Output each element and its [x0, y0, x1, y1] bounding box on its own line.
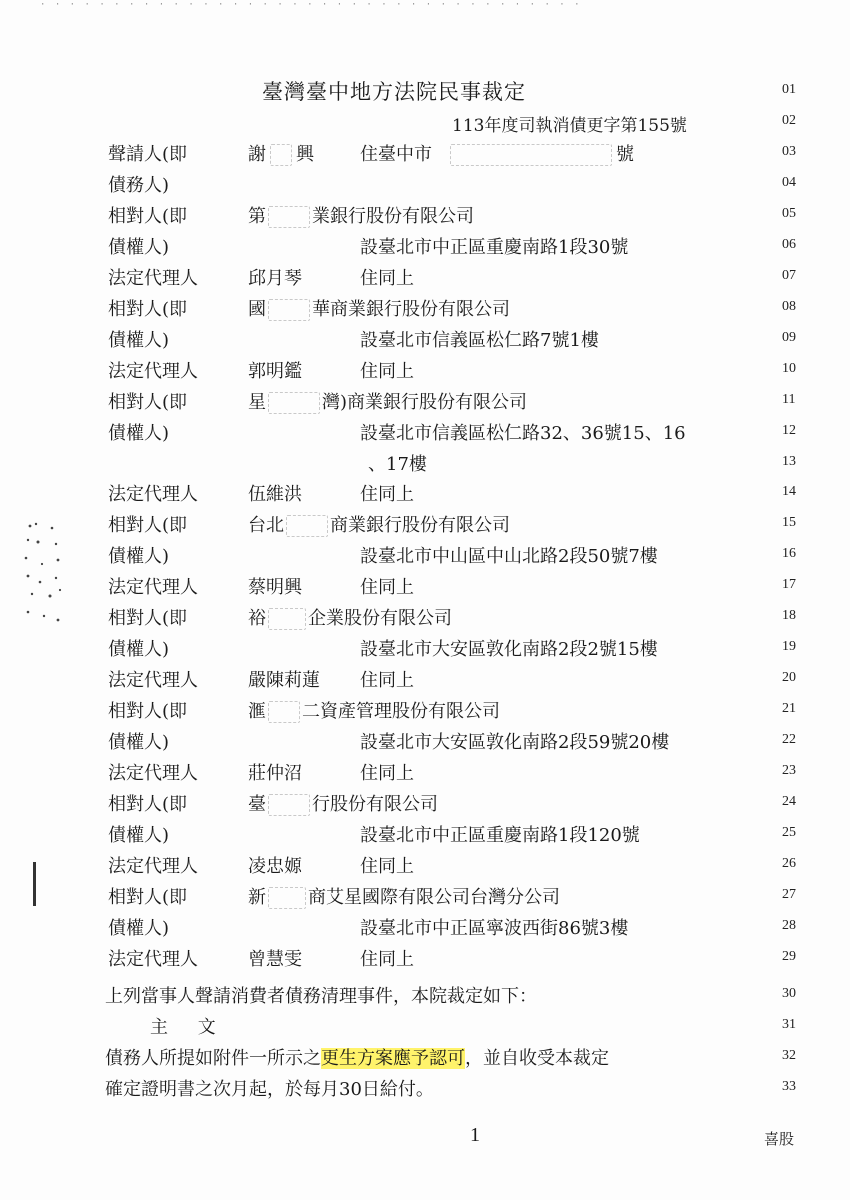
- party-name: [248, 202, 474, 228]
- party-name-tail: 商艾星國際有限公司台灣分公司: [308, 886, 560, 908]
- court-unit-label: 喜股: [764, 1130, 795, 1148]
- party-name: [248, 604, 452, 630]
- line-29: [0, 943, 850, 973]
- line-number: 22: [782, 732, 796, 748]
- line-number: 01: [782, 82, 796, 97]
- line-23: [0, 757, 850, 787]
- party-address: 住同上: [360, 670, 414, 692]
- case-number: 113年度司執消債更字第155號: [452, 116, 687, 136]
- party-role: 相對人(即: [108, 515, 188, 537]
- party-address: 設臺北市信義區松仁路32、36號15、16: [360, 422, 686, 444]
- line-03: [0, 138, 850, 168]
- party-role: 法定代理人: [108, 577, 198, 599]
- party-name: [248, 357, 302, 383]
- party-role: 法定代理人: [108, 948, 198, 970]
- party-name-head: 莊仲沼: [248, 763, 302, 784]
- party-name: [248, 295, 510, 321]
- party-name: [248, 883, 560, 909]
- main-text-heading: 主 文: [150, 1017, 228, 1038]
- line-number: 11: [782, 391, 796, 407]
- party-name: [248, 666, 320, 692]
- line-06: [0, 231, 850, 261]
- ruling-text-part: 債務人所提如附件一所示之: [105, 1048, 321, 1069]
- line-number: 13: [782, 453, 796, 469]
- party-role: 法定代理人: [108, 855, 198, 877]
- line-number: 09: [782, 329, 796, 345]
- ruling-text-part: ，並自收受本裁定: [465, 1048, 609, 1069]
- party-name-head: 第: [248, 205, 266, 227]
- party-address: 住同上: [360, 855, 414, 877]
- redaction: [268, 887, 306, 909]
- line-number: 15: [782, 515, 796, 531]
- line-26: [0, 850, 850, 880]
- party-role: 聲請人(即: [108, 144, 188, 165]
- line-33: [0, 1073, 850, 1103]
- party-role: 相對人(即: [108, 886, 188, 908]
- party-role: 相對人(即: [108, 298, 188, 320]
- line-19: [0, 633, 850, 663]
- line-number: 07: [782, 267, 796, 283]
- party-role: 法定代理人: [108, 484, 198, 506]
- line-12: [0, 417, 850, 447]
- party-name-head: 嚴陳莉蓮: [248, 670, 320, 692]
- redaction: [268, 299, 310, 321]
- party-role: 債務人): [108, 174, 170, 196]
- line-number: 18: [782, 608, 796, 624]
- line-number: 02: [782, 113, 796, 128]
- address-tail: 號: [616, 144, 634, 165]
- party-name-head: 星: [248, 391, 266, 413]
- seal-stamp-icon: [22, 520, 64, 630]
- party-address: 住同上: [360, 484, 414, 506]
- line-11: [0, 386, 850, 416]
- party-address: 設臺北市大安區敦化南路2段59號20樓: [360, 732, 670, 754]
- party-role: 債權人): [108, 917, 170, 939]
- party-role: 債權人): [108, 329, 170, 351]
- page-number: 1: [470, 1124, 480, 1146]
- line-number: 20: [782, 670, 796, 686]
- party-name: [248, 852, 302, 878]
- party-role: 法定代理人: [108, 670, 198, 692]
- line-number: 08: [782, 298, 796, 314]
- line-04: [0, 169, 850, 199]
- line-24: [0, 788, 850, 818]
- line-number: 33: [782, 1079, 796, 1094]
- party-name: [248, 388, 527, 414]
- party-role: 相對人(即: [108, 205, 188, 227]
- redaction: [268, 701, 300, 723]
- redaction: [268, 608, 306, 630]
- party-role: 法定代理人: [108, 763, 198, 784]
- line-number: 32: [782, 1048, 796, 1063]
- line-number: 21: [782, 701, 796, 717]
- party-name-tail: 華商業銀行股份有限公司: [312, 298, 510, 320]
- highlighted-text: 更生方案應予認可: [321, 1048, 465, 1069]
- line-07: [0, 262, 850, 292]
- party-name-tail: 興: [296, 144, 314, 165]
- party-role: 相對人(即: [108, 391, 188, 413]
- line-32: [0, 1042, 850, 1072]
- line-01: [0, 76, 850, 106]
- party-name-tail: 業銀行股份有限公司: [312, 205, 474, 227]
- redaction: [450, 144, 612, 166]
- redaction: [268, 206, 310, 228]
- party-role: 債權人): [108, 824, 170, 846]
- party-name: [248, 511, 510, 537]
- party-name-head: 國: [248, 298, 266, 320]
- party-name-head: 郭明鑑: [248, 360, 302, 382]
- line-31: [0, 1011, 850, 1041]
- party-name-head: 裕: [248, 608, 266, 630]
- line-21: [0, 695, 850, 725]
- party-role: 債權人): [108, 639, 170, 661]
- line-number: 10: [782, 360, 796, 376]
- redaction: [270, 144, 292, 166]
- redaction: [286, 515, 328, 537]
- line-17: [0, 571, 850, 601]
- line-10: [0, 355, 850, 385]
- party-address: 住臺中市: [360, 144, 432, 165]
- line-number: 06: [782, 236, 796, 252]
- party-name-head: 台北: [248, 515, 284, 537]
- party-name: [248, 945, 302, 971]
- line-18: [0, 602, 850, 632]
- line-number: 16: [782, 546, 796, 562]
- line-number: 28: [782, 917, 796, 933]
- document-title: 臺灣臺中地方法院民事裁定: [262, 80, 526, 104]
- party-name-head: 謝: [248, 144, 266, 165]
- scan-header-noise: · · · · · · · · · · · · · · · · · · · · · · · · · · · · · · · · · · · · ·: [40, 0, 582, 6]
- party-name-head: 臺: [248, 793, 266, 815]
- redaction: [268, 392, 320, 414]
- line-27: [0, 881, 850, 911]
- party-role: 相對人(即: [108, 793, 188, 815]
- party-name-tail: 企業股份有限公司: [308, 608, 452, 630]
- party-name: [248, 573, 302, 599]
- party-name: [248, 697, 500, 723]
- line-number: 29: [782, 948, 796, 964]
- party-name: [248, 790, 438, 816]
- line-25: [0, 819, 850, 849]
- party-name-tail: 二資產管理股份有限公司: [302, 701, 500, 723]
- party-address: 住同上: [360, 267, 414, 289]
- party-name-head: 邱月琴: [248, 267, 302, 289]
- line-28: [0, 912, 850, 942]
- party-role: 法定代理人: [108, 267, 198, 289]
- line-number: 31: [782, 1017, 796, 1032]
- party-address: 住同上: [360, 763, 414, 784]
- party-role: 法定代理人: [108, 360, 198, 382]
- line-number: 26: [782, 855, 796, 871]
- party-name-head: 蔡明興: [248, 577, 302, 599]
- line-16: [0, 540, 850, 570]
- party-address: 設臺北市中正區重慶南路1段30號: [360, 236, 629, 258]
- party-name-tail: 灣)商業銀行股份有限公司: [322, 391, 528, 413]
- party-name-tail: 行股份有限公司: [312, 793, 438, 815]
- party-name-head: 伍維洪: [248, 484, 302, 506]
- line-number: 19: [782, 639, 796, 655]
- party-address: 、17樓: [368, 453, 427, 475]
- party-role: 債權人): [108, 236, 170, 258]
- party-name-head: 新: [248, 886, 266, 908]
- address-redacted: [450, 140, 634, 166]
- party-address: 住同上: [360, 577, 414, 599]
- party-address: 住同上: [360, 360, 414, 382]
- line-13: [0, 448, 850, 478]
- party-role: 債權人): [108, 422, 170, 444]
- line-05: [0, 200, 850, 230]
- party-address: 設臺北市中正區寧波西街86號3樓: [360, 917, 629, 939]
- line-number: 03: [782, 144, 796, 159]
- party-address: 設臺北市信義區松仁路7號1樓: [360, 329, 599, 351]
- line-08: [0, 293, 850, 323]
- line-number: 17: [782, 577, 796, 593]
- line-number: 05: [782, 205, 796, 221]
- party-address: 設臺北市中正區重慶南路1段120號: [360, 824, 640, 846]
- line-02: [0, 107, 850, 137]
- line-15: [0, 509, 850, 539]
- line-number: 30: [782, 986, 796, 1001]
- line-number: 12: [782, 422, 796, 438]
- party-name: [248, 140, 314, 166]
- party-name: [248, 264, 302, 290]
- redaction: [268, 794, 310, 816]
- party-role: 相對人(即: [108, 608, 188, 630]
- line-22: [0, 726, 850, 756]
- line-number: 23: [782, 763, 796, 778]
- party-name: [248, 759, 302, 785]
- line-20: [0, 664, 850, 694]
- ruling-text-continued: 確定證明書之次月起，於每月30日給付。: [105, 1079, 434, 1100]
- party-name-head: 滙: [248, 701, 266, 723]
- party-role: 相對人(即: [108, 701, 188, 723]
- party-address: 設臺北市中山區中山北路2段50號7樓: [360, 546, 658, 568]
- ruling-text: [105, 1044, 609, 1070]
- party-address: 設臺北市大安區敦化南路2段2號15樓: [360, 639, 658, 661]
- line-30: [0, 980, 850, 1010]
- party-name-head: 凌忠嫄: [248, 855, 302, 877]
- party-address: 住同上: [360, 948, 414, 970]
- line-number: 25: [782, 824, 796, 840]
- line-number: 24: [782, 793, 796, 809]
- procedure-statement: 上列當事人聲請消費者債務清理事件，本院裁定如下：: [105, 986, 537, 1007]
- line-09: [0, 324, 850, 354]
- party-name-head: 曾慧雯: [248, 948, 302, 970]
- party-role: 債權人): [108, 546, 170, 568]
- line-number: 27: [782, 886, 796, 902]
- party-name-tail: 商業銀行股份有限公司: [330, 515, 510, 537]
- binding-mark: [33, 862, 36, 906]
- line-number: 14: [782, 484, 796, 500]
- party-role: 債權人): [108, 732, 170, 754]
- line-number: 04: [782, 174, 796, 190]
- party-name: [248, 480, 302, 506]
- line-14: [0, 478, 850, 508]
